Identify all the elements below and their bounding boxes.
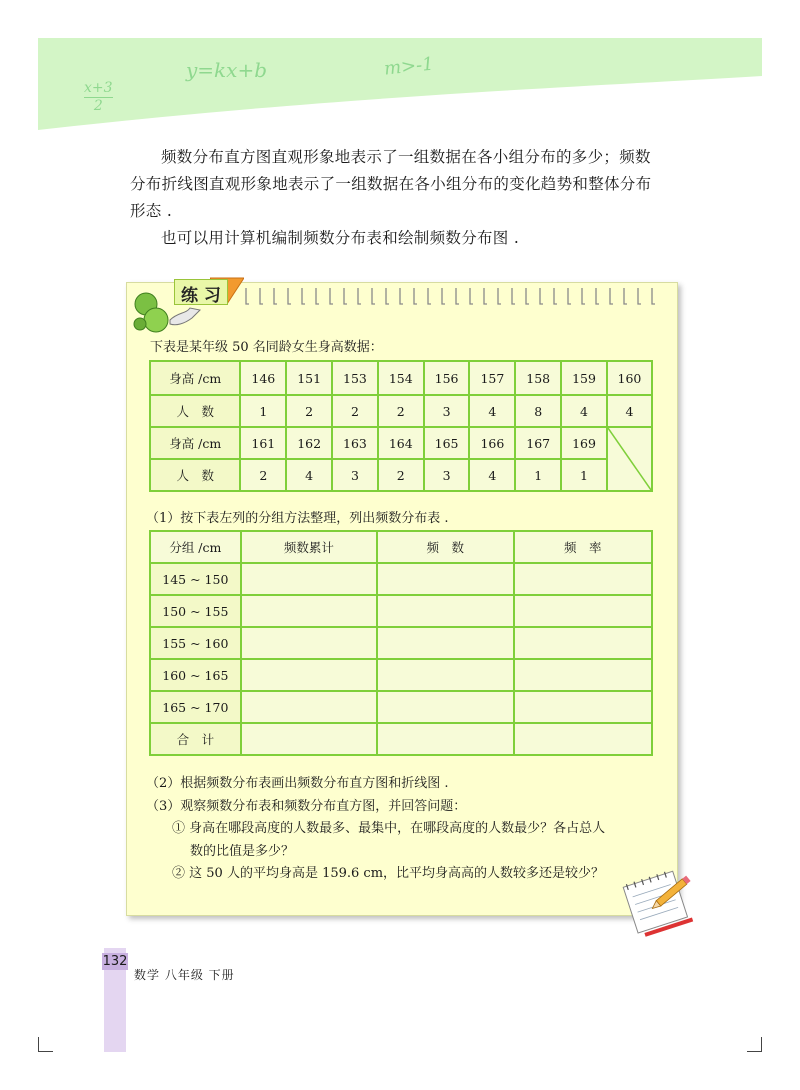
- height-cell: 159: [561, 361, 607, 395]
- table-row: [150, 563, 652, 595]
- height-cell: 161: [240, 427, 286, 459]
- empty-cell: [377, 563, 513, 595]
- empty-cell: [377, 659, 513, 691]
- notepad-pencil-icon: [616, 866, 698, 938]
- height-cell: 160: [607, 361, 652, 395]
- height-row-1: [150, 361, 652, 395]
- count-cell: 1: [561, 459, 607, 491]
- empty-cell: [514, 627, 652, 659]
- height-cell: 165: [424, 427, 470, 459]
- group-label: 155 ~ 160: [150, 627, 241, 659]
- header-cumulative: 频数累计: [241, 531, 377, 563]
- group-label: 145 ~ 150: [150, 563, 241, 595]
- empty-diagonal-cell: [607, 427, 652, 491]
- height-cell: 156: [424, 361, 470, 395]
- empty-cell: [241, 595, 377, 627]
- question-1: （1）按下表左列的分组方法整理，列出频数分布表 .: [146, 511, 449, 526]
- count-cell: 3: [424, 395, 470, 427]
- height-cell: 153: [332, 361, 378, 395]
- count-row-2: [150, 459, 652, 491]
- group-label: 165 ~ 170: [150, 691, 241, 723]
- crop-mark-bottom-left: [38, 1037, 53, 1052]
- group-label: 160 ~ 165: [150, 659, 241, 691]
- book-title: 数学 八年级 下册: [134, 968, 235, 982]
- question-3-1-line-1: ① 身高在哪段高度的人数最多、最集中，在哪段高度的人数最少？各占总人: [172, 821, 606, 836]
- row-label-height: 身高 /cm: [150, 427, 240, 459]
- count-cell: 4: [469, 459, 515, 491]
- height-cell: 169: [561, 427, 607, 459]
- group-label-total: 合 计: [150, 723, 241, 755]
- mascot-icon: [126, 288, 206, 336]
- height-cell: 158: [515, 361, 561, 395]
- count-cell: 4: [607, 395, 652, 427]
- frequency-table: [149, 530, 653, 756]
- empty-cell: [241, 691, 377, 723]
- empty-cell: [514, 595, 652, 627]
- frequency-header-row: [150, 531, 652, 563]
- intro-line-1: 频数分布直方图直观形象地表示了一组数据在各小组分布的多少；频数: [161, 148, 651, 166]
- intro-paragraph: [130, 144, 675, 252]
- height-cell: 151: [286, 361, 332, 395]
- empty-cell: [514, 563, 652, 595]
- height-cell: 154: [378, 361, 424, 395]
- header-formula-inequality: m>-1: [383, 53, 435, 80]
- count-cell: 1: [515, 459, 561, 491]
- header-rate: 频 率: [514, 531, 652, 563]
- count-cell: 2: [286, 395, 332, 427]
- count-cell: 4: [286, 459, 332, 491]
- height-cell: 164: [378, 427, 424, 459]
- table-row: [150, 627, 652, 659]
- total-row: [150, 723, 652, 755]
- question-3-1-line-2: 数的比值是多少？: [190, 844, 295, 859]
- height-row-2: [150, 427, 652, 459]
- row-label-height: 身高 /cm: [150, 361, 240, 395]
- row-label-count: 人 数: [150, 395, 240, 427]
- table-row: [150, 595, 652, 627]
- question-3-2: ② 这 50 人的平均身高是 159.6 cm，比平均身高高的人数较多还是较少？: [172, 866, 605, 881]
- empty-cell: [514, 723, 652, 755]
- table-row: [150, 659, 652, 691]
- count-cell: 3: [424, 459, 470, 491]
- height-cell: 167: [515, 427, 561, 459]
- empty-cell: [377, 595, 513, 627]
- empty-cell: [241, 659, 377, 691]
- count-cell: 8: [515, 395, 561, 427]
- count-cell: 2: [378, 459, 424, 491]
- header-formula-fraction: x+3 2: [84, 80, 113, 114]
- height-cell: 166: [469, 427, 515, 459]
- header-formula-linear: y=kx+b: [186, 58, 268, 82]
- diagonal-line: [608, 428, 651, 490]
- height-cell: 146: [240, 361, 286, 395]
- height-cell: 157: [469, 361, 515, 395]
- intro-line-3: 形态 .: [130, 202, 173, 220]
- count-cell: 3: [332, 459, 378, 491]
- row-label-count: 人 数: [150, 459, 240, 491]
- intro-line-4: 也可以用计算机编制频数分布表和绘制频数分布图 .: [161, 229, 520, 247]
- question-3: （3）观察频数分布表和频数分布直方图，并回答问题：: [146, 799, 467, 814]
- count-cell: 2: [240, 459, 286, 491]
- empty-cell: [241, 627, 377, 659]
- header-band: [38, 38, 762, 138]
- empty-cell: [377, 723, 513, 755]
- group-label: 150 ~ 155: [150, 595, 241, 627]
- count-cell: 4: [561, 395, 607, 427]
- header-frequency: 频 数: [377, 531, 513, 563]
- header-group: 分组 /cm: [150, 531, 241, 563]
- intro-line-2: 分布折线图直观形象地表示了一组数据在各小组分布的变化趋势和整体分布: [130, 175, 652, 193]
- empty-cell: [377, 691, 513, 723]
- page-number: 132: [102, 954, 128, 969]
- spiral-binding: [240, 284, 660, 308]
- question-2: （2）根据频数分布表画出频数分布直方图和折线图 .: [146, 776, 449, 791]
- count-cell: 2: [378, 395, 424, 427]
- crop-mark-bottom-right: [747, 1037, 762, 1052]
- height-data-table: [149, 360, 653, 492]
- count-cell: 1: [240, 395, 286, 427]
- height-cell: 163: [332, 427, 378, 459]
- table-row: [150, 691, 652, 723]
- count-cell: 4: [469, 395, 515, 427]
- empty-cell: [514, 659, 652, 691]
- empty-cell: [241, 563, 377, 595]
- count-row-1: [150, 395, 652, 427]
- practice-badge-label: 练 习: [181, 286, 221, 306]
- empty-cell: [241, 723, 377, 755]
- count-cell: 2: [332, 395, 378, 427]
- empty-cell: [514, 691, 652, 723]
- practice-prompt: 下表是某年级 50 名同龄女生身高数据：: [150, 340, 383, 355]
- height-cell: 162: [286, 427, 332, 459]
- empty-cell: [377, 627, 513, 659]
